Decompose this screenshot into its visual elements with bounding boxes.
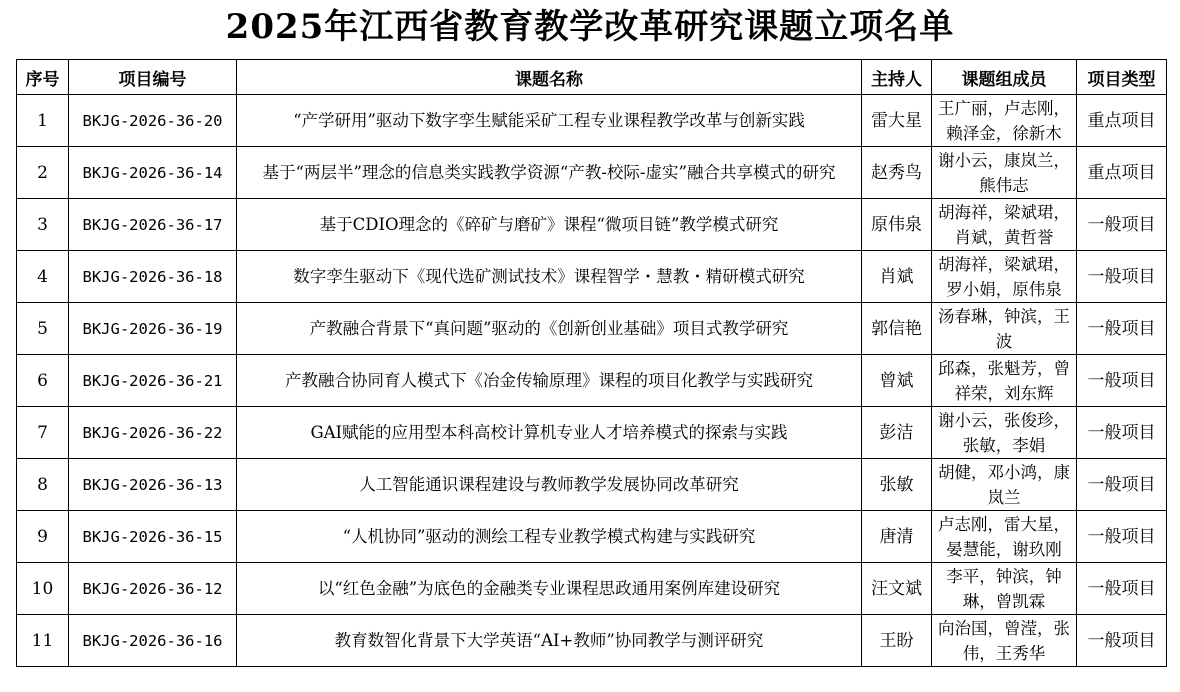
table-row [17, 147, 1167, 199]
cell-name: GAI赋能的应用型本科高校计算机专业人才培养模式的探索与实践 [237, 407, 862, 459]
cell-members: 汤春琳，钟滨，王波 [932, 303, 1077, 355]
cell-host: 汪文斌 [862, 563, 932, 615]
cell-host: 唐清 [862, 511, 932, 563]
cell-index: 10 [17, 563, 69, 615]
header-code: 项目编号 [69, 60, 237, 95]
cell-index: 7 [17, 407, 69, 459]
table-row [17, 95, 1167, 147]
cell-host: 王盼 [862, 615, 932, 667]
cell-code: BKJG-2026-36-13 [69, 459, 237, 511]
cell-index: 2 [17, 147, 69, 199]
cell-code: BKJG-2026-36-14 [69, 147, 237, 199]
cell-index: 8 [17, 459, 69, 511]
cell-name: 产教融合协同育人模式下《冶金传输原理》课程的项目化教学与实践研究 [237, 355, 862, 407]
table-row [17, 251, 1167, 303]
header-name: 课题名称 [237, 60, 862, 95]
header-type: 项目类型 [1077, 60, 1167, 95]
cell-code: BKJG-2026-36-15 [69, 511, 237, 563]
cell-host: 曾斌 [862, 355, 932, 407]
cell-host: 赵秀鸟 [862, 147, 932, 199]
cell-index: 4 [17, 251, 69, 303]
cell-type: 重点项目 [1077, 95, 1167, 147]
cell-name: 基于“两层半”理念的信息类实践教学资源“产教-校际-虚实”融合共享模式的研究 [237, 147, 862, 199]
cell-code: BKJG-2026-36-21 [69, 355, 237, 407]
cell-name: “人机协同”驱动的测绘工程专业教学模式构建与实践研究 [237, 511, 862, 563]
cell-name: 产教融合背景下“真问题”驱动的《创新创业基础》项目式教学研究 [237, 303, 862, 355]
cell-type: 一般项目 [1077, 199, 1167, 251]
cell-index: 3 [17, 199, 69, 251]
cell-name: 数字孪生驱动下《现代选矿测试技术》课程智学・慧教・精研模式研究 [237, 251, 862, 303]
cell-index: 1 [17, 95, 69, 147]
cell-code: BKJG-2026-36-19 [69, 303, 237, 355]
cell-members: 胡海祥，梁斌珺，肖斌，黄哲誉 [932, 199, 1077, 251]
cell-name: “产学研用”驱动下数字孪生赋能采矿工程专业课程教学改革与创新实践 [237, 95, 862, 147]
cell-members: 胡海祥，梁斌珺，罗小娟，原伟泉 [932, 251, 1077, 303]
cell-name: 教育数智化背景下大学英语“AI+教师”协同教学与测评研究 [237, 615, 862, 667]
cell-members: 胡健，邓小鸿，康岚兰 [932, 459, 1077, 511]
cell-code: BKJG-2026-36-22 [69, 407, 237, 459]
cell-code: BKJG-2026-36-16 [69, 615, 237, 667]
cell-members: 向治国，曾滢，张伟，王秀华 [932, 615, 1077, 667]
cell-type: 一般项目 [1077, 459, 1167, 511]
cell-code: BKJG-2026-36-18 [69, 251, 237, 303]
cell-index: 11 [17, 615, 69, 667]
table-row [17, 615, 1167, 667]
cell-type: 一般项目 [1077, 407, 1167, 459]
cell-members: 谢小云，康岚兰，熊伟志 [932, 147, 1077, 199]
cell-name: 以“红色金融”为底色的金融类专业课程思政通用案例库建设研究 [237, 563, 862, 615]
cell-type: 一般项目 [1077, 355, 1167, 407]
cell-host: 张敏 [862, 459, 932, 511]
cell-type: 一般项目 [1077, 303, 1167, 355]
cell-code: BKJG-2026-36-20 [69, 95, 237, 147]
cell-host: 原伟泉 [862, 199, 932, 251]
table-row [17, 511, 1167, 563]
cell-index: 9 [17, 511, 69, 563]
cell-code: BKJG-2026-36-12 [69, 563, 237, 615]
table-row [17, 459, 1167, 511]
header-index: 序号 [17, 60, 69, 95]
table-row [17, 303, 1167, 355]
cell-name: 基于CDIO理念的《碎矿与磨矿》课程“微项目链”教学模式研究 [237, 199, 862, 251]
table-row [17, 199, 1167, 251]
cell-index: 6 [17, 355, 69, 407]
cell-host: 郭信艳 [862, 303, 932, 355]
cell-type: 一般项目 [1077, 251, 1167, 303]
cell-code: BKJG-2026-36-17 [69, 199, 237, 251]
table-row [17, 355, 1167, 407]
cell-name: 人工智能通识课程建设与教师教学发展协同改革研究 [237, 459, 862, 511]
cell-members: 王广丽，卢志刚，赖泽金，徐新木 [932, 95, 1077, 147]
cell-type: 一般项目 [1077, 511, 1167, 563]
header-members: 课题组成员 [932, 60, 1077, 95]
cell-index: 5 [17, 303, 69, 355]
cell-host: 彭洁 [862, 407, 932, 459]
table-row [17, 563, 1167, 615]
cell-members: 卢志刚，雷大星，晏慧能，谢玖刚 [932, 511, 1077, 563]
header-host: 主持人 [862, 60, 932, 95]
cell-members: 谢小云，张俊珍，张敏，李娟 [932, 407, 1077, 459]
cell-host: 肖斌 [862, 251, 932, 303]
table-header-row [17, 60, 1167, 95]
page-title: 2025年江西省教育教学改革研究课题立项名单 [225, 7, 955, 47]
cell-members: 李平，钟滨，钟琳，曾凯霖 [932, 563, 1077, 615]
cell-type: 一般项目 [1077, 563, 1167, 615]
projects-table [16, 59, 1167, 667]
cell-host: 雷大星 [862, 95, 932, 147]
cell-type: 一般项目 [1077, 615, 1167, 667]
cell-members: 邱森，张魁芳，曾祥荣，刘东辉 [932, 355, 1077, 407]
cell-type: 重点项目 [1077, 147, 1167, 199]
table-row [17, 407, 1167, 459]
